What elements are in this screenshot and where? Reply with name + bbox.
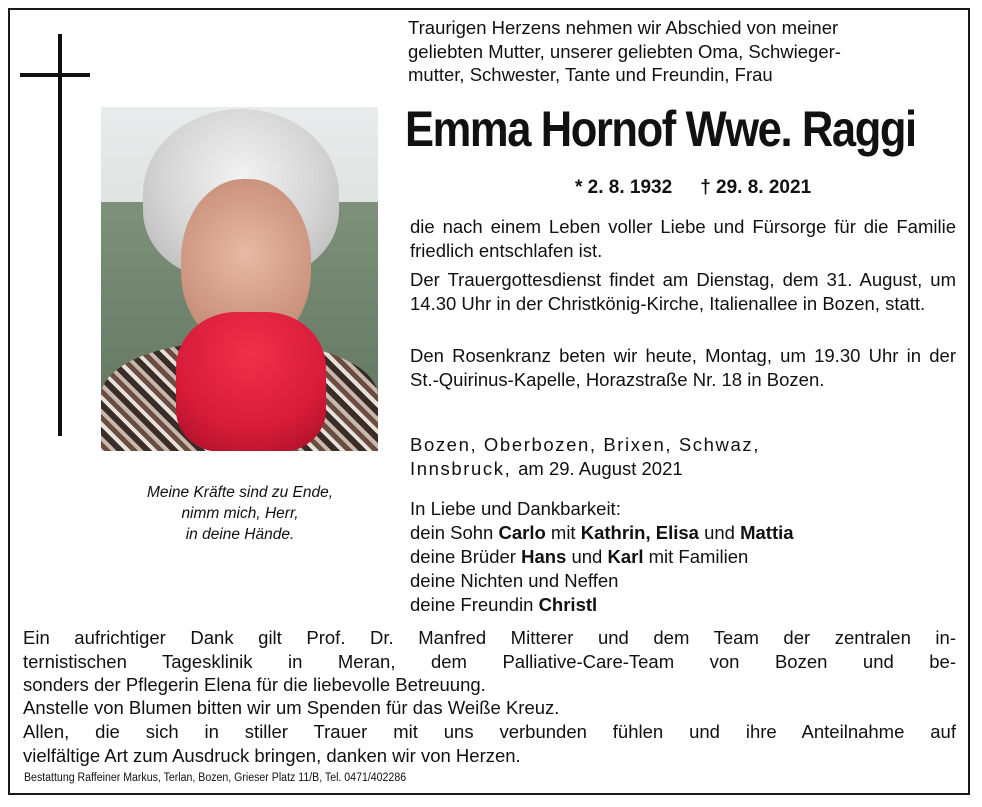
family-name: Kathrin, Elisa bbox=[580, 522, 699, 543]
quote-line: in deine Hände. bbox=[185, 526, 295, 543]
paragraph-rosary: Den Rosenkranz beten wir heute, Montag, um 19.30 Uhr in der St.-Quirinus-Kapelle, Horazstraße Nr. 18 in Bozen. bbox=[410, 345, 956, 390]
family-text: deine Brüder bbox=[410, 546, 516, 567]
funeral-home-footer: Bestattung Raffeiner Markus, Terlan, Bozen, Grieser Platz 11/B, Tel. 0471/402286 bbox=[24, 772, 407, 784]
intro-line: Traurigen Herzens nehmen wir Abschied von meiner bbox=[408, 17, 839, 38]
family-name: Christl bbox=[538, 594, 598, 615]
family-intro: In Liebe und Dankbarkeit: bbox=[410, 498, 621, 519]
places-line-2: Innsbruck, bbox=[410, 457, 512, 479]
paragraph-life: die nach einem Leben voller Liebe und Fürsorge für die Familie friedlich entschlafen ist. bbox=[410, 216, 956, 261]
place-date bbox=[410, 433, 930, 480]
closing-line: vielfältige Art zum Ausdruck bringen, danken wir von Herzen. bbox=[23, 744, 521, 766]
date-line: am 29. August 2021 bbox=[518, 457, 683, 479]
family-list bbox=[410, 497, 794, 617]
life-dates bbox=[575, 176, 811, 200]
family-text: dein Sohn bbox=[410, 522, 494, 543]
quote-line: Meine Kräfte sind zu Ende, bbox=[146, 484, 334, 501]
intro-line: mutter, Schwester, Tante und Freundin, Frau bbox=[408, 64, 773, 85]
quote-line: nimm mich, Herr, bbox=[181, 505, 299, 522]
closing-line: Allen, die sich in stiller Trauer mit uns verbunden fühlen und ihre Anteilnahme auf bbox=[23, 721, 956, 742]
paragraph-funeral: Der Trauergottesdienst findet am Dienstag, dem 31. August, um 14.30 Uhr in der Christkönig-Kirche, Italienallee in Bozen, statt. bbox=[410, 269, 956, 314]
family-name: Carlo bbox=[498, 522, 546, 543]
family-text: mit bbox=[550, 522, 576, 543]
thanks-line: sonders der Pflegerin Elena für die liebevolle Betreuung. bbox=[23, 674, 486, 695]
intro-text bbox=[408, 16, 956, 87]
thanks-paragraph bbox=[23, 626, 956, 697]
family-text: deine Nichten und Neffen bbox=[410, 570, 619, 591]
thanks-line: Ein aufrichtiger Dank gilt Prof. Dr. Manfred Mitterer und dem Team der zentralen in- bbox=[23, 627, 956, 648]
intro-line: geliebten Mutter, unserer geliebten Oma, Schwieger- bbox=[408, 40, 841, 62]
thanks-line: ternistischen Tagesklinik in Meran, dem Palliative-Care-Team von Bozen und be- bbox=[23, 650, 956, 672]
flowers-note: Anstelle von Blumen bitten wir um Spenden für das Weiße Kreuz. bbox=[23, 697, 560, 718]
birth-date: * 2. 8. 1932 bbox=[575, 177, 673, 198]
family-text: deine Freundin bbox=[410, 594, 534, 615]
family-text: und bbox=[571, 546, 603, 567]
family-name: Mattia bbox=[740, 522, 794, 543]
quote bbox=[96, 482, 384, 545]
portrait-photo bbox=[101, 107, 378, 451]
family-text: und bbox=[704, 522, 735, 543]
cross-icon-bar bbox=[20, 73, 90, 77]
places-line: Bozen, Oberbozen, Brixen, Schwaz, bbox=[410, 434, 760, 455]
family-name: Hans bbox=[521, 546, 567, 567]
family-name: Karl bbox=[607, 546, 644, 567]
family-text: mit Familien bbox=[648, 546, 749, 567]
photo-scarf bbox=[176, 312, 326, 451]
deceased-name: Emma Hornof Wwe. Raggi bbox=[405, 101, 916, 157]
cross-icon bbox=[58, 34, 62, 436]
closing-paragraph bbox=[23, 720, 956, 767]
death-date: † 29. 8. 2021 bbox=[700, 177, 812, 198]
